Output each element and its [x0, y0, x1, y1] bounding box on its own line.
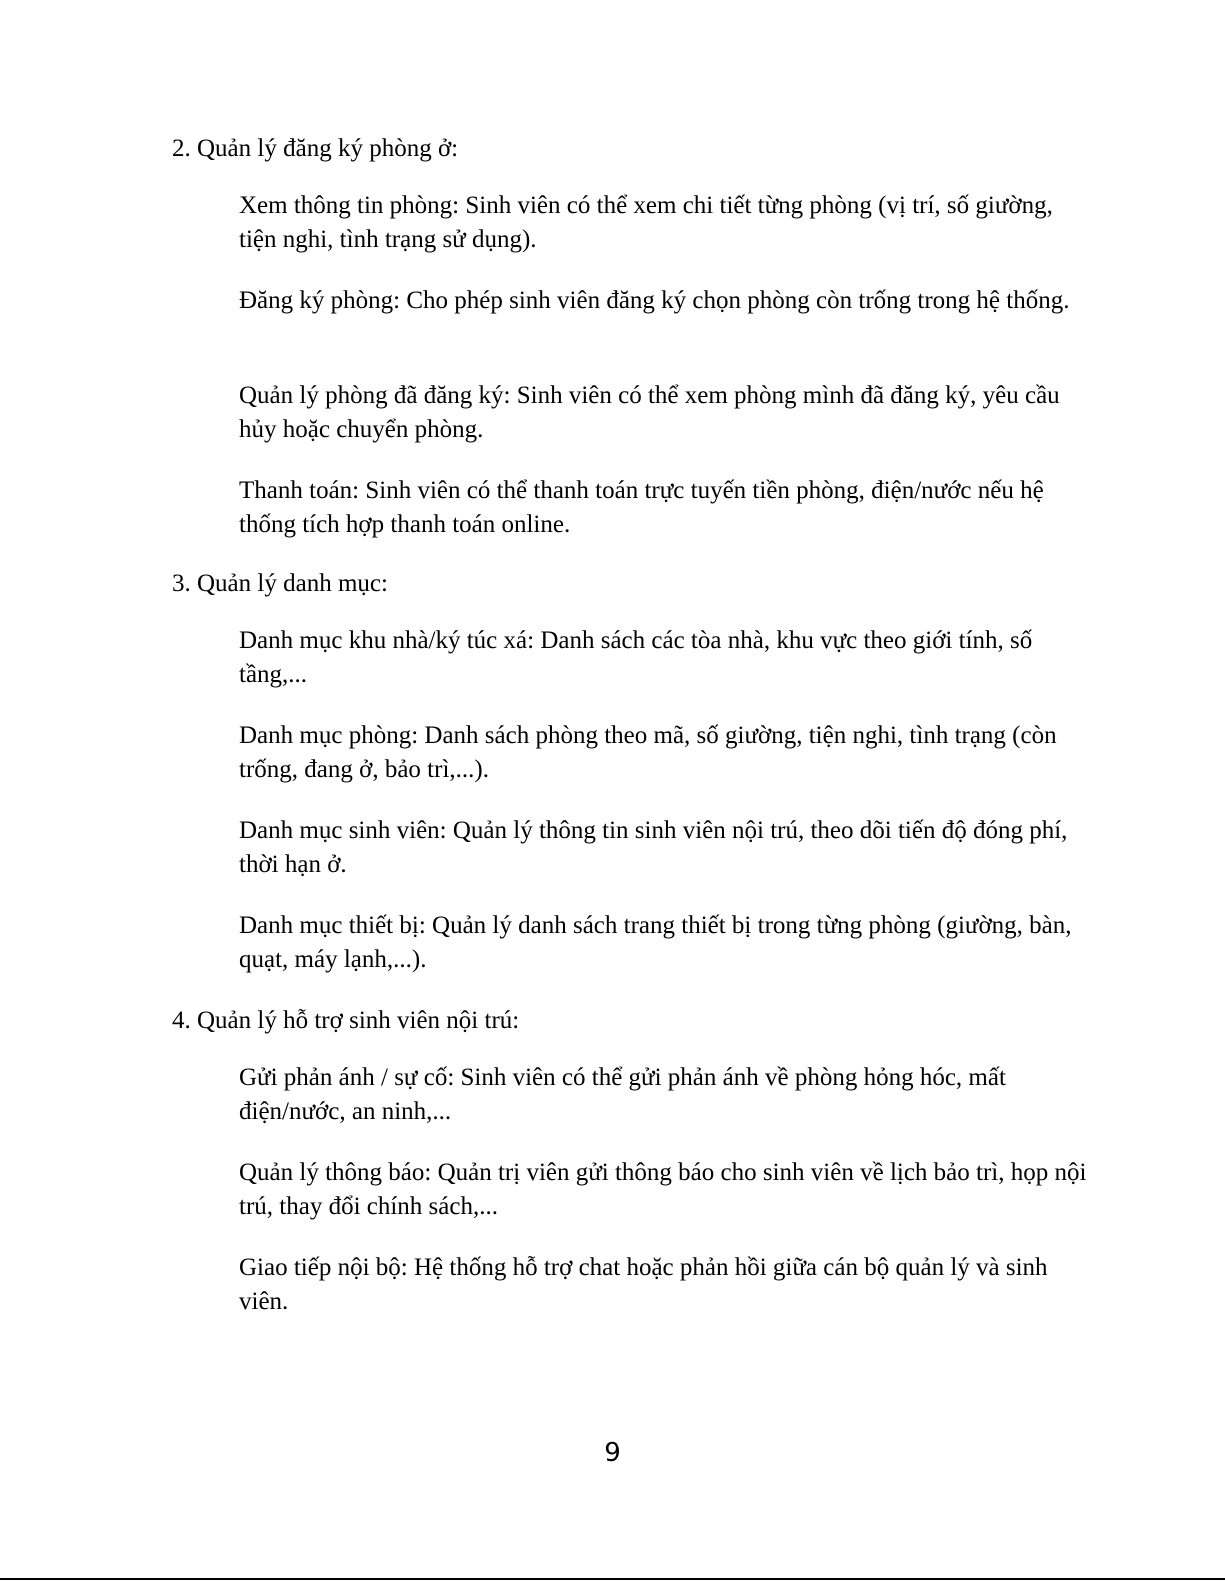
section-heading-2: 2. Quản lý đăng ký phòng ở:	[172, 135, 459, 162]
list-item: Xem thông tin phòng: Sinh viên có thể xem chi tiết từng phòng (vị trí, số giường, tiện nghi, tình trạng sử dụng).	[239, 192, 1053, 253]
list-item: Đăng ký phòng: Cho phép sinh viên đăng ký chọn phòng còn trống trong hệ thống.	[239, 287, 1070, 314]
list-item: Gửi phản ánh / sự cố: Sinh viên có thể gửi phản ánh về phòng hỏng hóc, mất điện/nước, an ninh,...	[239, 1064, 1006, 1125]
list-item: Quản lý thông báo: Quản trị viên gửi thông báo cho sinh viên về lịch bảo trì, họp nội trú, thay đổi chính sách,...	[239, 1159, 1087, 1220]
list-item: Danh mục sinh viên: Quản lý thông tin sinh viên nội trú, theo dõi tiến độ đóng phí, thời hạn ở.	[239, 817, 1068, 878]
list-item: Danh mục thiết bị: Quản lý danh sách trang thiết bị trong từng phòng (giường, bàn, quạt, máy lạnh,...).	[239, 912, 1072, 973]
section-heading-4: 4. Quản lý hỗ trợ sinh viên nội trú:	[172, 1007, 520, 1034]
section-heading-3: 3. Quản lý danh mục:	[172, 570, 388, 597]
list-item: Giao tiếp nội bộ: Hệ thống hỗ trợ chat hoặc phản hồi giữa cán bộ quản lý và sinh viên.	[239, 1254, 1048, 1315]
bottom-divider	[0, 1578, 1225, 1580]
list-item: Quản lý phòng đã đăng ký: Sinh viên có thể xem phòng mình đã đăng ký, yêu cầu hủy hoặc chuyển phòng.	[239, 382, 1060, 443]
list-item: Danh mục phòng: Danh sách phòng theo mã, số giường, tiện nghi, tình trạng (còn trống, đang ở, bảo trì,...).	[239, 722, 1057, 783]
page-number: 9	[604, 1438, 621, 1468]
list-item: Danh mục khu nhà/ký túc xá: Danh sách các tòa nhà, khu vực theo giới tính, số tầng,...	[239, 627, 1033, 688]
list-item: Thanh toán: Sinh viên có thể thanh toán trực tuyến tiền phòng, điện/nước nếu hệ thống tích hợp thanh toán online.	[239, 477, 1044, 538]
